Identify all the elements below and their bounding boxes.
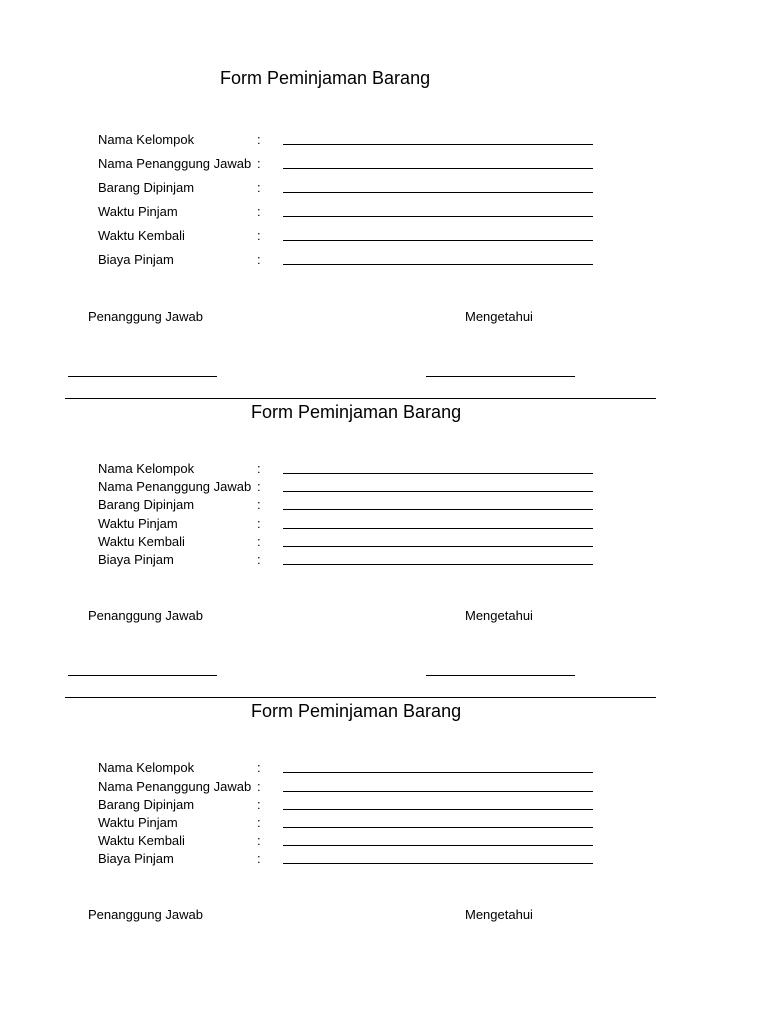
- field-blank-line[interactable]: [283, 791, 593, 792]
- field-blank-line[interactable]: [283, 528, 593, 529]
- signature-line-right[interactable]: [426, 675, 575, 676]
- field-blank-line[interactable]: [283, 473, 593, 474]
- field-blank-line[interactable]: [283, 863, 593, 864]
- field-label: Nama Kelompok: [98, 760, 195, 775]
- signature-line-left[interactable]: [68, 675, 217, 676]
- field-label: Waktu Kembali: [98, 833, 185, 848]
- field-colon: :: [257, 833, 261, 848]
- signature-line-left[interactable]: [68, 376, 217, 377]
- field-colon: :: [257, 552, 261, 567]
- field-colon: :: [257, 156, 261, 171]
- form-title: Form Peminjaman Barang: [220, 68, 431, 88]
- field-label: Nama Penanggung Jawab: [98, 479, 252, 494]
- field-biaya-pinjam: [98, 851, 598, 871]
- field-colon: :: [257, 497, 261, 512]
- field-label: Barang Dipinjam: [98, 497, 195, 512]
- field-colon: :: [257, 180, 261, 195]
- field-blank-line[interactable]: [283, 509, 593, 510]
- field-label: Nama Penanggung Jawab: [98, 156, 252, 171]
- field-label: Nama Kelompok: [98, 132, 195, 147]
- field-colon: :: [257, 534, 261, 549]
- field-colon: :: [257, 760, 261, 775]
- field-colon: :: [257, 479, 261, 494]
- field-label: Biaya Pinjam: [98, 552, 174, 567]
- field-label: Biaya Pinjam: [98, 252, 174, 267]
- field-blank-line[interactable]: [283, 491, 593, 492]
- field-barang-dipinjam: [98, 497, 598, 517]
- field-colon: :: [257, 252, 261, 267]
- field-colon: :: [257, 516, 261, 531]
- field-colon: :: [257, 851, 261, 866]
- field-label: Nama Penanggung Jawab: [98, 779, 252, 794]
- cut-divider-line: [65, 697, 656, 698]
- field-label: Barang Dipinjam: [98, 180, 195, 195]
- field-nama-kelompok: [98, 760, 598, 780]
- signature-label-penanggung-jawab: Penanggung Jawab: [88, 907, 203, 922]
- field-nama-kelompok: [98, 461, 598, 481]
- field-waktu-pinjam: [98, 815, 598, 835]
- field-colon: :: [257, 779, 261, 794]
- field-colon: :: [257, 797, 261, 812]
- signature-line-right[interactable]: [426, 376, 575, 377]
- field-waktu-kembali: [98, 534, 598, 554]
- field-colon: :: [257, 461, 261, 476]
- signature-label-penanggung-jawab: Penanggung Jawab: [88, 608, 203, 623]
- field-waktu-pinjam: [98, 516, 598, 536]
- field-label: Waktu Pinjam: [98, 815, 178, 830]
- field-blank-line[interactable]: [283, 546, 593, 547]
- field-blank-line[interactable]: [283, 564, 593, 565]
- signature-label-mengetahui: Mengetahui: [465, 309, 533, 324]
- signature-label-mengetahui: Mengetahui: [465, 608, 533, 623]
- field-blank-line[interactable]: [283, 809, 593, 810]
- field-colon: :: [257, 228, 261, 243]
- signature-label-mengetahui: Mengetahui: [465, 907, 533, 922]
- form-title: Form Peminjaman Barang: [251, 701, 462, 721]
- field-colon: :: [257, 132, 261, 147]
- field-blank-line[interactable]: [283, 772, 593, 773]
- field-label: Waktu Kembali: [98, 228, 185, 243]
- field-label: Waktu Pinjam: [98, 516, 178, 531]
- field-colon: :: [257, 815, 261, 830]
- field-label: Waktu Kembali: [98, 534, 185, 549]
- cut-divider-line: [65, 398, 656, 399]
- field-barang-dipinjam: [98, 797, 598, 817]
- field-blank-line[interactable]: [283, 845, 593, 846]
- form-title: Form Peminjaman Barang: [251, 402, 462, 422]
- field-biaya-pinjam: [98, 552, 598, 572]
- field-nama-penanggung-jawab: [98, 779, 598, 799]
- field-label: Biaya Pinjam: [98, 851, 174, 866]
- field-label: Barang Dipinjam: [98, 797, 195, 812]
- field-nama-penanggung-jawab: [98, 479, 598, 499]
- field-label: Waktu Pinjam: [98, 204, 178, 219]
- field-waktu-kembali: [98, 833, 598, 853]
- field-colon: :: [257, 204, 261, 219]
- signature-label-penanggung-jawab: Penanggung Jawab: [88, 309, 203, 324]
- field-blank-line[interactable]: [283, 827, 593, 828]
- field-label: Nama Kelompok: [98, 461, 195, 476]
